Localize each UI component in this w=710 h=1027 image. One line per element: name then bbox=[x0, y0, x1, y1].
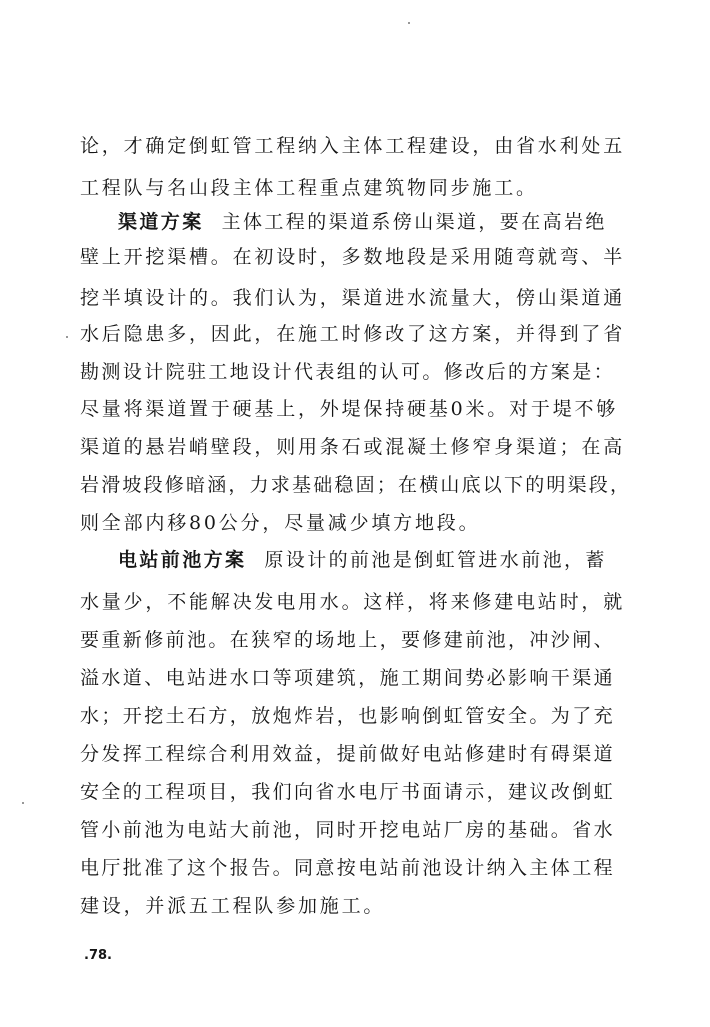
body-text-line: 要重新修前池。在狭窄的场地上，要修建前池，冲沙闸、 bbox=[80, 629, 616, 651]
scan-speck bbox=[22, 802, 24, 804]
body-text-line: 水后隐患多，因此，在施工时修改了这方案，并得到了省 bbox=[80, 323, 626, 345]
paragraph-first-line bbox=[118, 210, 607, 234]
body-text-line: 壁上开挖渠槽。在初设时，多数地段是采用随弯就弯、半 bbox=[80, 246, 626, 268]
body-text-line: 挖半填设计的。我们认为，渠道进水流量大，傍山渠道通 bbox=[80, 287, 626, 309]
body-text-line: 论，才确定倒虹管工程纳入主体工程建设，由省水利处五 bbox=[80, 135, 626, 157]
page-number: .78. bbox=[84, 948, 112, 963]
body-text-line: 岩滑坡段修暗涵，力求基础稳固；在横山底以下的明渠段， bbox=[80, 474, 632, 496]
body-text-line: 建设，并派五工程队参加施工。 bbox=[80, 895, 386, 917]
section-heading-channel: 渠道方案 bbox=[118, 211, 204, 233]
body-text-line: 工程队与名山段主体工程重点建筑物同步施工。 bbox=[80, 177, 538, 199]
body-text-line: 电厅批准了这个报告。同意按电站前池设计纳入主体工程 bbox=[80, 857, 616, 879]
body-text-line: 溢水道、电站进水口等项建筑，施工期间势必影响干渠通 bbox=[80, 667, 616, 689]
scan-speck bbox=[66, 336, 68, 338]
section-heading-forebay: 电站前池方案 bbox=[118, 549, 247, 571]
body-text-line: 水量少，不能解决发电用水。这样，将来修建电站时，就 bbox=[80, 591, 626, 613]
body-text-line: 则全部内移80公分，尽量减少填方地段。 bbox=[80, 512, 481, 534]
body-text-line: 水；开挖土石方，放炮炸岩，也影响倒虹管安全。为了充 bbox=[80, 705, 616, 727]
body-text-line: 管小前池为电站大前池，同时开挖电站厂房的基础。省水 bbox=[80, 819, 616, 841]
body-text-line: 渠道的悬岩峭壁段，则用条石或混凝土修窄身渠道；在高 bbox=[80, 436, 626, 458]
body-text-line: 尽量将渠道置于硬基上，外堤保持硬基0米。对于堤不够 bbox=[80, 398, 619, 420]
scan-speck bbox=[408, 22, 410, 24]
body-text-line: 原设计的前池是倒虹管进水前池，蓄 bbox=[264, 549, 607, 571]
paragraph-first-line bbox=[118, 548, 607, 572]
body-text-line: 勘测设计院驻工地设计代表组的认可。修改后的方案是： bbox=[80, 361, 616, 383]
body-text-line: 主体工程的渠道系傍山渠道，要在高岩绝 bbox=[221, 211, 607, 233]
body-text-line: 分发挥工程综合利用效益，提前做好电站修建时有碍渠道 bbox=[80, 743, 616, 765]
body-text-line: 安全的工程项目，我们向省水电厅书面请示，建议改倒虹 bbox=[80, 781, 616, 803]
